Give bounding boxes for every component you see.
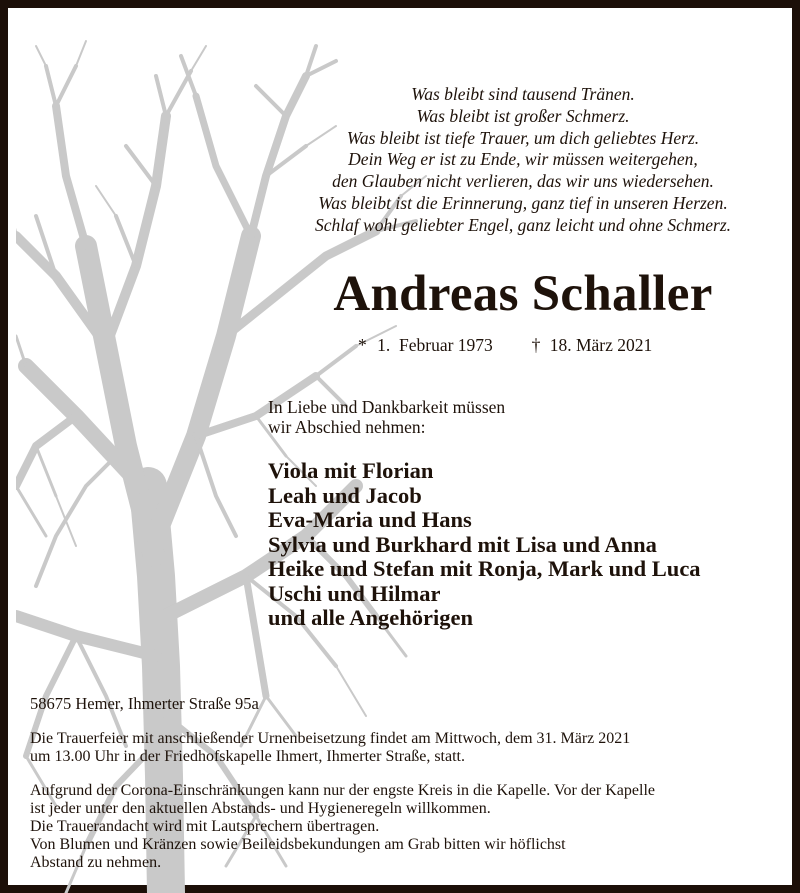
death-date: 18. März 2021 xyxy=(549,335,653,355)
poem-line: Schlaf wohl geliebter Engel, ganz leicht und ohne Schmerz. xyxy=(314,214,732,235)
intro-line: wir Abschied nehmen: xyxy=(268,417,426,437)
intro-line: In Liebe und Dankbarkeit müssen xyxy=(268,397,506,417)
intro-text xyxy=(268,397,505,437)
poem-line: den Glauben nicht verlieren, das wir uns wiedersehen. xyxy=(332,171,714,192)
birth-date: 1. Februar 1973 xyxy=(377,335,493,355)
notice-line: Von Blumen und Kränzen sowie Beileidsbekundungen am Grab bitten wir höflichst xyxy=(30,836,566,853)
funeral-notice xyxy=(30,730,630,766)
mourner-entry: Heike und Stefan mit Ronja, Mark und Luca xyxy=(268,556,701,581)
mourner-entry: Sylvia und Burkhard mit Lisa und Anna xyxy=(268,531,657,557)
address: 58675 Hemer, Ihmerter Straße 95a xyxy=(30,694,259,713)
corona-notice xyxy=(30,782,655,872)
notice-line: Abstand zu nehmen. xyxy=(30,854,162,871)
mourners-list xyxy=(268,459,701,631)
poem-line: Was bleibt ist die Erinnerung, ganz tief in unseren Herzen. xyxy=(318,192,728,213)
poem xyxy=(248,84,798,237)
notice-line: Aufgrund der Corona-Einschränkungen kann nur der engste Kreis in die Kapelle. Vor der Kapelle xyxy=(30,782,655,799)
notice-line: Die Trauerandacht wird mit Lautsprechern übertragen. xyxy=(30,818,380,835)
poem-line: Was bleibt sind tausend Tränen. xyxy=(411,84,635,104)
mourner-entry: Viola mit Florian xyxy=(268,458,434,483)
mourner-entry: und alle Angehörigen xyxy=(268,605,474,630)
poem-line: Was bleibt ist tiefe Trauer, um dich geliebtes Herz. xyxy=(346,127,700,148)
poem-line: Dein Weg er ist zu Ende, wir müssen weitergehen, xyxy=(348,149,698,170)
mourner-entry: Eva-Maria und Hans xyxy=(268,507,472,532)
mourner-entry: Leah und Jacob xyxy=(268,482,422,508)
notice-line: Die Trauerfeier mit anschließender Urnenbeisetzung findet am Mittwoch, dem 31. März 2021 xyxy=(30,730,631,747)
notice-line: um 13.00 Uhr in der Friedhofskapelle Ihmert, Ihmerter Straße, statt. xyxy=(30,748,465,765)
life-dates xyxy=(358,334,652,356)
notice-line: ist jeder unter den aktuellen Abstands- und Hygieneregeln willkommen. xyxy=(30,800,491,817)
mourner-entry: Uschi und Hilmar xyxy=(268,580,441,606)
deceased-name: Andreas Schaller xyxy=(333,266,713,322)
death-cross-icon: † xyxy=(531,335,541,355)
birth-star-icon: * xyxy=(358,335,367,355)
poem-line: Was bleibt ist großer Schmerz. xyxy=(416,105,630,126)
